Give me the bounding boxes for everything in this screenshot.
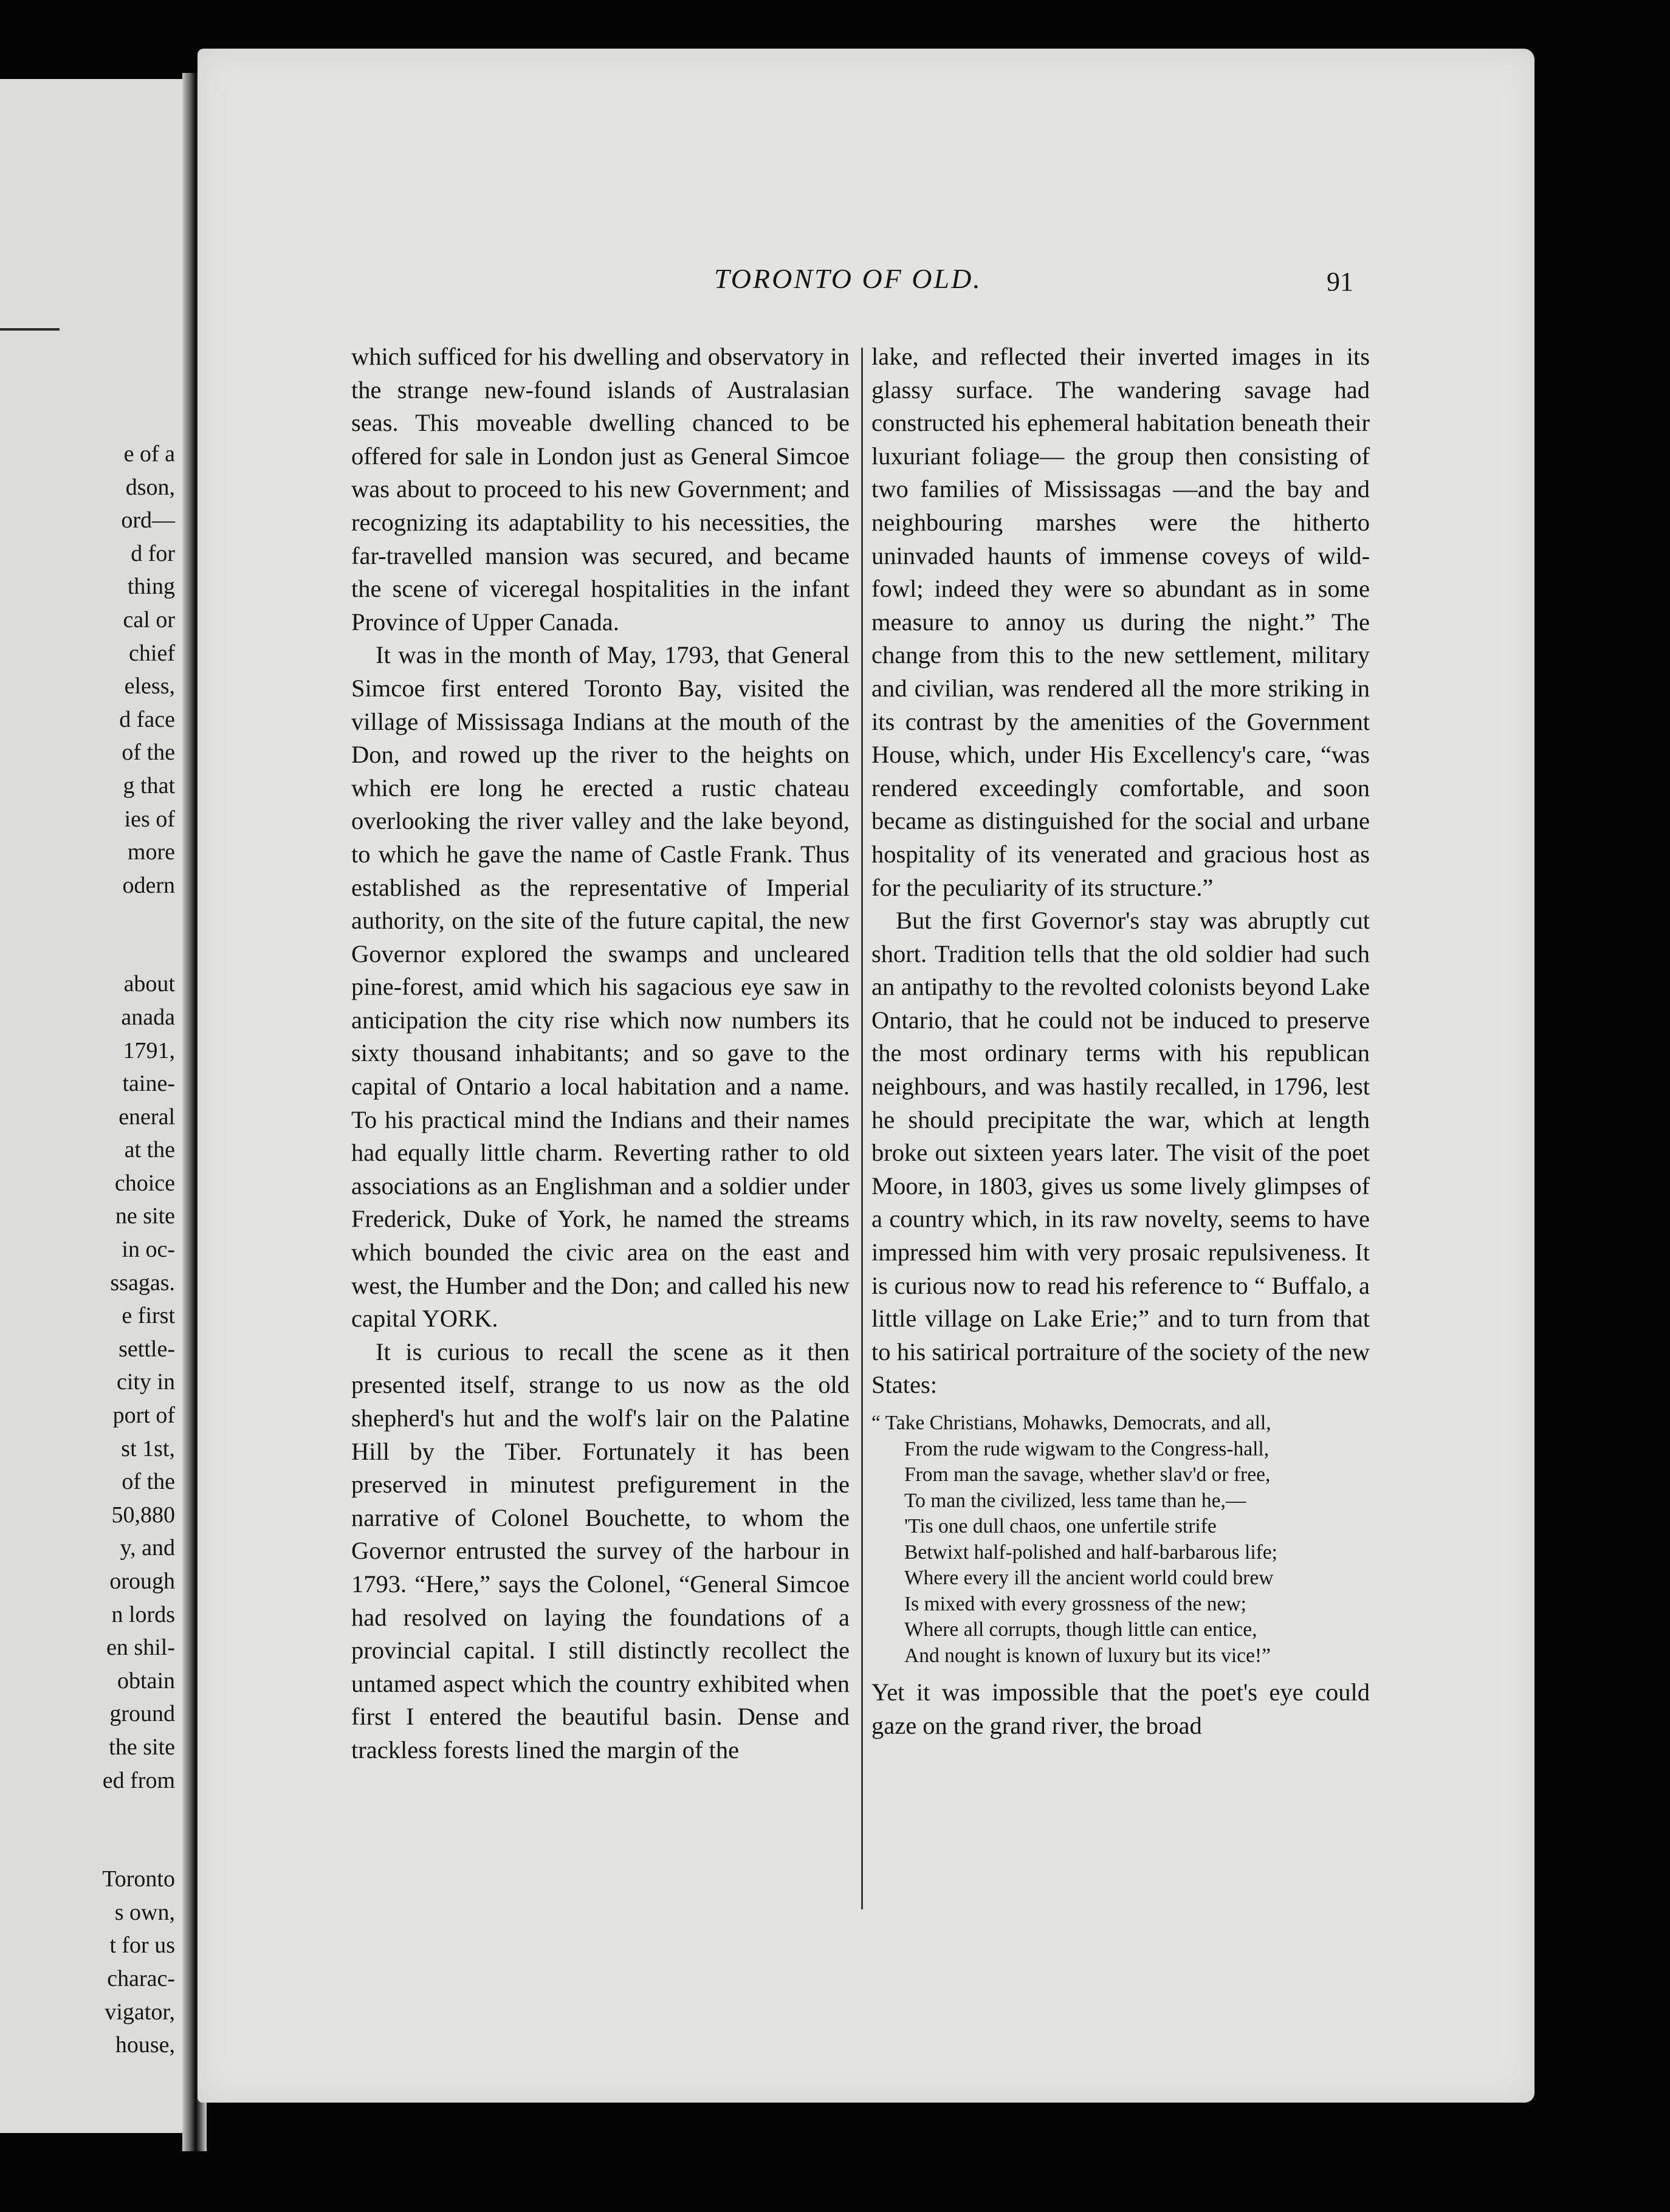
facing-page-line: ord—	[121, 507, 175, 534]
facing-page-left	[0, 79, 193, 2133]
facing-page-line: settle-	[119, 1336, 175, 1362]
facing-page-line: vigator,	[105, 1999, 175, 2025]
facing-page-line: the site	[109, 1734, 175, 1760]
verse-line: Is mixed with every grossness of the new;	[904, 1592, 1246, 1615]
facing-page-line: house,	[115, 2032, 175, 2058]
facing-page-line: d face	[119, 706, 175, 732]
facing-page-line: odern	[122, 872, 175, 898]
facing-page-line: s own,	[114, 1899, 175, 1925]
facing-page-line: cal or	[123, 606, 175, 633]
facing-page-line: about	[123, 971, 175, 997]
paragraph: Yet it was impossible that the poet's eye could gaze on the grand river, the broad	[871, 1678, 1370, 1739]
facing-page-line: y, and	[120, 1535, 175, 1561]
column-divider	[861, 348, 863, 1909]
facing-page-line: eneral	[119, 1104, 175, 1130]
verse-line: Where all corrupts, though little can entice,	[904, 1618, 1257, 1641]
facing-page-line: city in	[116, 1369, 175, 1395]
facing-page-line: taine-	[122, 1071, 175, 1097]
facing-page-line: t for us	[109, 1932, 175, 1959]
facing-page-line: thing	[127, 574, 175, 600]
facing-page-line: more	[127, 839, 175, 865]
facing-page-line: at the	[124, 1137, 175, 1163]
page-number: 91	[1327, 267, 1353, 297]
verse-line: Where every ill the ancient world could brew	[904, 1567, 1274, 1589]
paragraph: lake, and reflected their inverted images in its glassy surface. The wandering savage had constructed his ephemeral habitation beneath their luxuriant foliage— the group then consisting of two families of Mississagas —and the bay and neighbouring marshes were the hitherto uninvaded haunts of immense coveys of wild-fowl; indeed they were so abundant as in some measure to annoy us during the night.” The change from this to the new settlement, military and civilian, was rendered all the more striking in its contrast by the amenities of the Government House, which, under His Excellency's care, “was rendered exceedingly comfortable, and soon became as distinguished for the social and urbane hospitality of its venerated and gracious host as for the peculiarity of its structure.”	[871, 343, 1370, 901]
facing-page-line: chief	[129, 640, 175, 666]
facing-page-line: ed from	[102, 1767, 175, 1793]
verse-line: Betwixt half-polished and half-barbarous life;	[904, 1540, 1277, 1564]
facing-page-line: ground	[109, 1701, 175, 1727]
verse-quotation	[871, 1410, 1370, 1669]
verse-line: “ Take Christians, Mohawks, Democrats, and all,	[871, 1412, 1271, 1434]
paragraph: It was in the month of May, 1793, that General Simcoe first entered Toronto Bay, visited the village of Mississaga Indians at the mouth of the Don, and rowed up the river to the heights on which ere long he erected a rustic chateau overlooking the river valley and the lake beyond, to which he gave the name of Castle Frank. Thus established as the representative of Imperial authority, on the site of the future capital, the new Governor explored the swamps and uncleared pine-forest, amid which his sagacious eye saw in anticipation the city rise which now numbers its sixty thousand inhabitants; and so gave to the capital of Ontario a local habitation and a name. To his practical mind the Indians and their names had equally little charm. Reverting rather to old associations as an Englishman and a soldier under Frederick, Duke of York, he named the streams which bounded the civic area on the east and west, the Humber and the Don; and called his new capital YORK.	[351, 641, 850, 1333]
facing-page-line: obtain	[117, 1668, 175, 1694]
facing-page-line: d for	[131, 540, 175, 566]
facing-page-line: of the	[122, 740, 175, 766]
facing-page-line: port of	[112, 1403, 175, 1429]
facing-page-rule	[0, 328, 60, 331]
facing-page-line: dson,	[125, 474, 175, 500]
facing-page-line: orough	[109, 1568, 175, 1594]
text-column-right	[871, 340, 1370, 1742]
facing-page-line: g that	[123, 772, 175, 799]
paragraph: But the first Governor's stay was abruptly cut short. Tradition tells that the old soldier had such an antipathy to the revolted colonists beyond Lake Ontario, that he could not be induced to preserve the most ordinary terms with his republican neighbours, and was hastily recalled, in 1796, lest he should precipitate the war, which at length broke out sixteen years later. The visit of the poet Moore, in 1803, gives us some lively glimpses of a country which, in its raw novelty, seems to have impressed him with very prosaic repulsiveness. It is curious now to read his reference to “ Buffalo, a little village on Lake Erie;” and to turn from that to his satirical portraiture of the society of the new States:	[871, 907, 1370, 1399]
running-header: TORONTO OF OLD.	[714, 263, 982, 294]
paragraph: which sufficed for his dwelling and observatory in the strange new-found islands of Australasian seas. This moveable dwelling chanced to be offered for sale in London just as General Simcoe was about to proceed to his new Government; and recognizing its adaptability to his necessities, the far-travelled mansion was secured, and became the scene of viceregal hospitalities in the infant Province of Upper Canada.	[351, 343, 850, 636]
facing-page-text-fragments	[102, 438, 175, 2062]
facing-page-line: Toronto	[102, 1866, 175, 1892]
verse-line: From the rude wigwam to the Congress-hall,	[904, 1437, 1270, 1460]
facing-page-line: of the	[122, 1469, 175, 1495]
text-column-left	[351, 340, 850, 1767]
verse-line: To man the civilized, less tame than he,—	[904, 1489, 1246, 1512]
facing-page-line: ies of	[124, 806, 175, 832]
facing-page-line: choice	[114, 1170, 175, 1196]
facing-page-line: charac-	[107, 1965, 175, 1991]
facing-page-line: 50,880	[111, 1502, 175, 1528]
paragraph: It is curious to recall the scene as it then presented itself, strange to us now as the old shepherd's hut and the wolf's lair on the Palatine Hill by the Tiber. Fortunately it has been preserved in minutest prefigurement in the narrative of Colonel Bouchette, to whom the Governor entrusted the survey of the harbour in 1793. “Here,” says the Colonel, “General Simcoe had resolved on laying the foundations of a provincial capital. I still distinctly recollect the untamed aspect which the country exhibited when first I entered the beautiful basin. Dense and trackless forests lined the margin of the	[351, 1338, 850, 1764]
facing-page-line: st 1st,	[121, 1435, 175, 1461]
facing-page-line: en shil-	[106, 1635, 175, 1661]
facing-page-line: in oc-	[122, 1237, 175, 1263]
facing-page-line: ne site	[115, 1203, 175, 1229]
facing-page-line: anada	[121, 1004, 175, 1030]
facing-page-line	[102, 1797, 175, 1863]
facing-page-line: e first	[122, 1303, 175, 1329]
facing-page-line: eless,	[124, 673, 175, 699]
facing-page-line	[102, 902, 175, 967]
facing-page-line: n lords	[111, 1601, 175, 1627]
facing-page-line: ssagas.	[110, 1269, 175, 1296]
facing-page-line: 1791,	[123, 1037, 175, 1063]
verse-line: From man the savage, whether slav'd or free,	[904, 1463, 1271, 1486]
facing-page-line: e of a	[123, 441, 175, 467]
verse-line: And nought is known of luxury but its vice!”	[904, 1644, 1271, 1667]
verse-line: 'Tis one dull chaos, one unfertile strife	[904, 1515, 1217, 1537]
